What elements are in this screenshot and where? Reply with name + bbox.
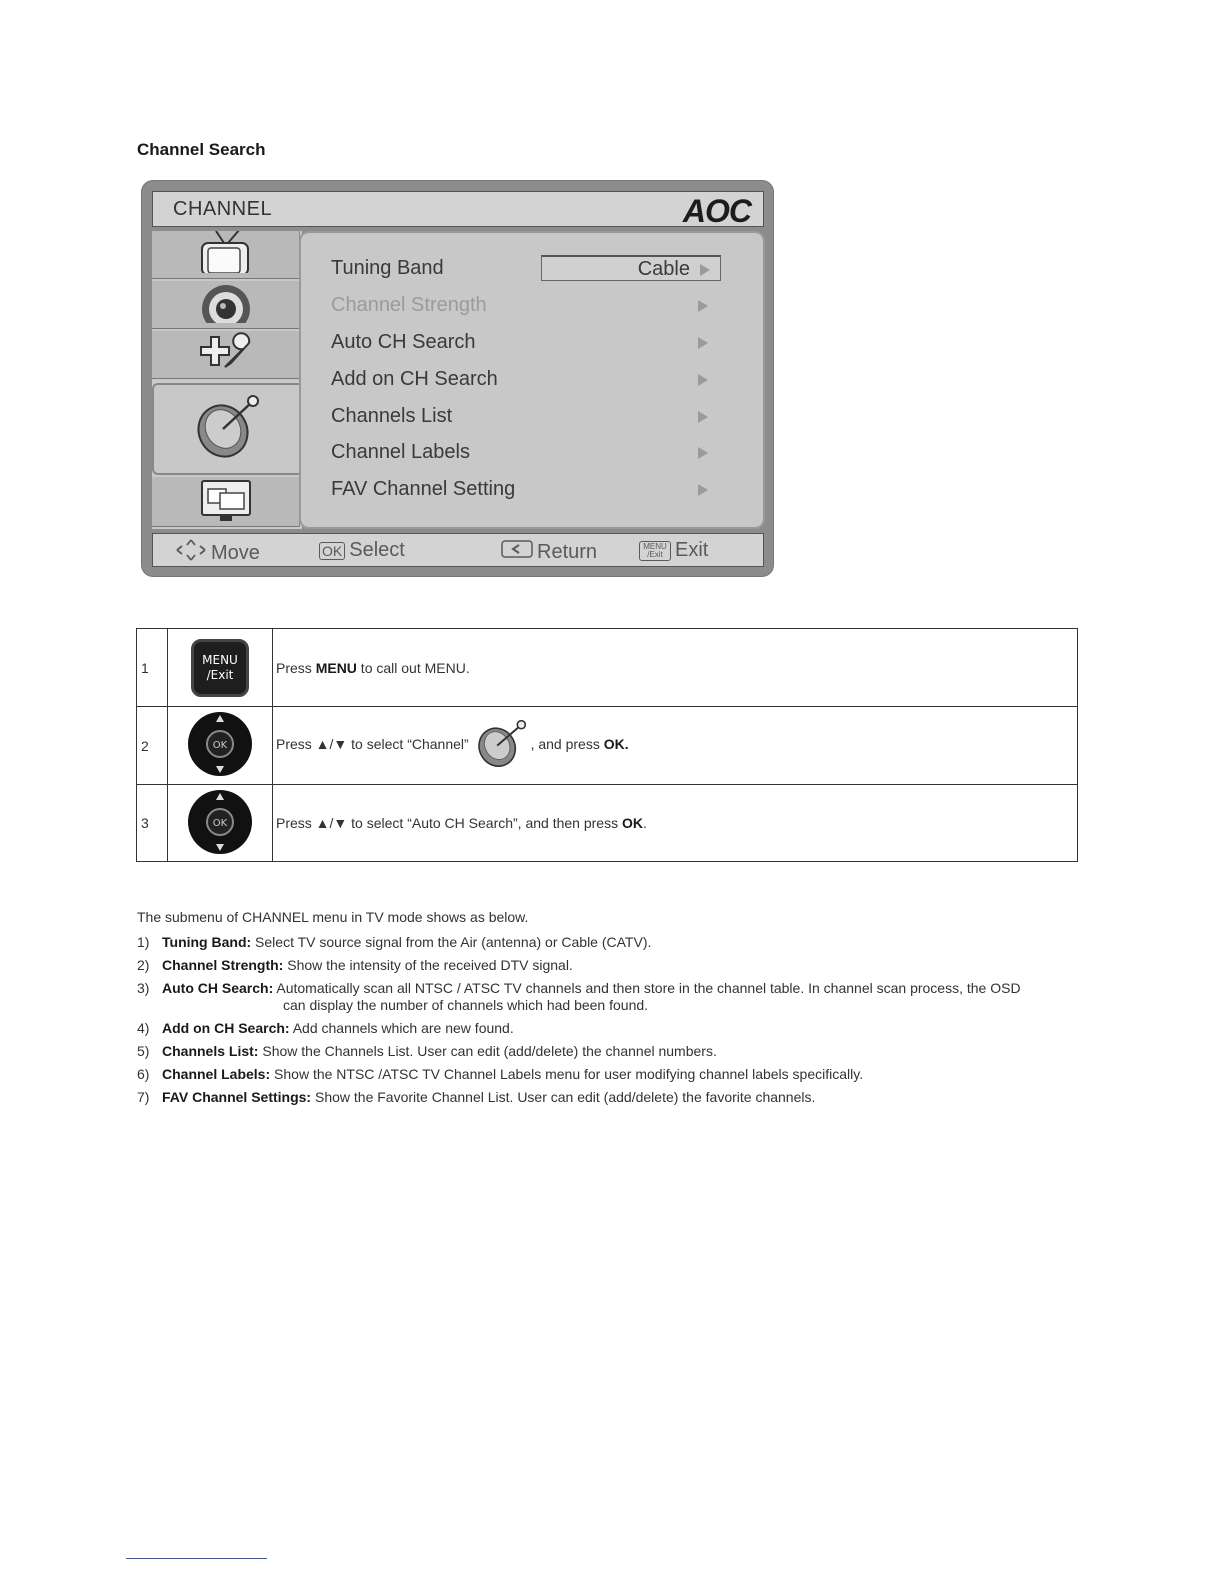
- intro-text: The submenu of CHANNEL menu in TV mode shows as below.: [137, 909, 529, 925]
- right-arrow-icon: [698, 484, 708, 496]
- list-item: 5) Channels List: Show the Channels List. User can edit (add/delete) the channel numbers.: [137, 1043, 717, 1059]
- brand-logo: AOC: [682, 193, 751, 229]
- tuning-band-value-text: Cable: [637, 258, 690, 280]
- table-row: [137, 629, 1078, 707]
- footer-exit-label: Exit: [675, 539, 709, 561]
- menu-exit-button-icon: MENU /Exit: [191, 639, 249, 697]
- list-item: 6) Channel Labels: Show the NTSC /ATSC TV Channel Labels menu for user modifying channel labels specifically.: [137, 1066, 864, 1082]
- right-arrow-icon: [698, 337, 708, 349]
- footer-move-label: Move: [211, 541, 260, 564]
- step-icon-cell: [168, 707, 273, 785]
- dpad-ok-icon: [187, 740, 253, 780]
- menu-item-channel-strength: Channel Strength: [331, 294, 487, 316]
- footnote-divider: [126, 1558, 267, 1559]
- right-arrow-icon: [698, 374, 708, 386]
- monitor-icon: [196, 477, 256, 526]
- step-icon-cell: [168, 785, 273, 862]
- step-description: Press MENU to call out MENU.: [273, 629, 1078, 707]
- osd-sidebar: [152, 231, 302, 529]
- menu-item-channels-list[interactable]: Channels List: [331, 405, 453, 427]
- footer-exit: [639, 539, 708, 562]
- sidebar-tab-picture[interactable]: [152, 231, 300, 279]
- svg-text:OK: OK: [212, 817, 228, 829]
- steps-table: [136, 628, 1078, 862]
- menu-exit-key-icon: MENU /Exit: [639, 541, 671, 561]
- sidebar-tab-channel[interactable]: [152, 383, 304, 475]
- list-item: 7) FAV Channel Settings: Show the Favorite Channel List. User can edit (add/delete) the favorite channels.: [137, 1089, 816, 1105]
- list-item: 1) Tuning Band: Select TV source signal from the Air (antenna) or Cable (CATV).: [137, 934, 652, 950]
- table-row: [137, 707, 1078, 785]
- step-number: 1: [137, 629, 168, 707]
- right-arrow-icon: [698, 411, 708, 423]
- list-item: 4) Add on CH Search: Add channels which are new found.: [137, 1020, 514, 1036]
- menu-item-add-on-ch-search[interactable]: Add on CH Search: [331, 368, 498, 390]
- ok-key-icon: OK: [319, 542, 345, 560]
- list-item: 3) Auto CH Search: Automatically scan all NTSC / ATSC TV channels and then store in the channel table. In channel scan process, the OSD can display the number of channels which had been found.: [137, 980, 1021, 1013]
- step-description: Press ▲/▼ to select “Auto CH Search”, and then press OK.: [273, 785, 1078, 862]
- osd-screen: [141, 180, 774, 577]
- tv-icon: [196, 231, 256, 278]
- section-title: Channel Search: [137, 140, 266, 159]
- sidebar-tab-pc[interactable]: [152, 477, 300, 527]
- right-arrow-icon: [700, 264, 710, 276]
- osd-title: CHANNEL: [173, 198, 273, 220]
- footer-select-label: Select: [349, 539, 405, 561]
- step-number: 3: [137, 785, 168, 862]
- right-arrow-icon: [698, 447, 708, 459]
- step-description: Press ▲/▼ to select “Channel” , and press OK.: [273, 707, 1078, 785]
- tuning-band-value[interactable]: [541, 255, 721, 281]
- right-arrow-icon: [698, 300, 708, 312]
- menu-item-auto-ch-search[interactable]: Auto CH Search: [331, 331, 476, 353]
- satellite-dish-icon: [473, 718, 531, 773]
- osd-header: [152, 191, 764, 227]
- back-key-icon: [501, 539, 533, 565]
- submenu-description-list: [137, 934, 1077, 1112]
- speaker-icon: [196, 281, 256, 328]
- footer-return-label: Return: [537, 540, 598, 563]
- sidebar-tab-audio[interactable]: [152, 281, 300, 329]
- footer-move: [175, 539, 260, 567]
- sidebar-tab-setup[interactable]: [152, 331, 300, 379]
- svg-text:OK: OK: [212, 740, 228, 751]
- step-number: 2: [137, 707, 168, 785]
- menu-item-channel-labels[interactable]: Channel Labels: [331, 441, 470, 463]
- satellite-dish-icon: [193, 391, 265, 468]
- osd-footer: [152, 533, 764, 567]
- move-arrows-icon: [175, 539, 207, 567]
- list-item: 2) Channel Strength: Show the intensity of the received DTV signal.: [137, 957, 573, 973]
- osd-submenu: [299, 231, 765, 529]
- footer-select: [319, 539, 405, 562]
- table-row: [137, 785, 1078, 862]
- dpad-ok-icon: [187, 817, 253, 858]
- footer-return: [501, 539, 597, 565]
- menu-item-tuning-band[interactable]: Tuning Band: [331, 257, 444, 279]
- step-icon-cell: [168, 629, 273, 707]
- tools-icon: [191, 331, 261, 378]
- menu-item-fav-channel-setting[interactable]: FAV Channel Setting: [331, 478, 516, 500]
